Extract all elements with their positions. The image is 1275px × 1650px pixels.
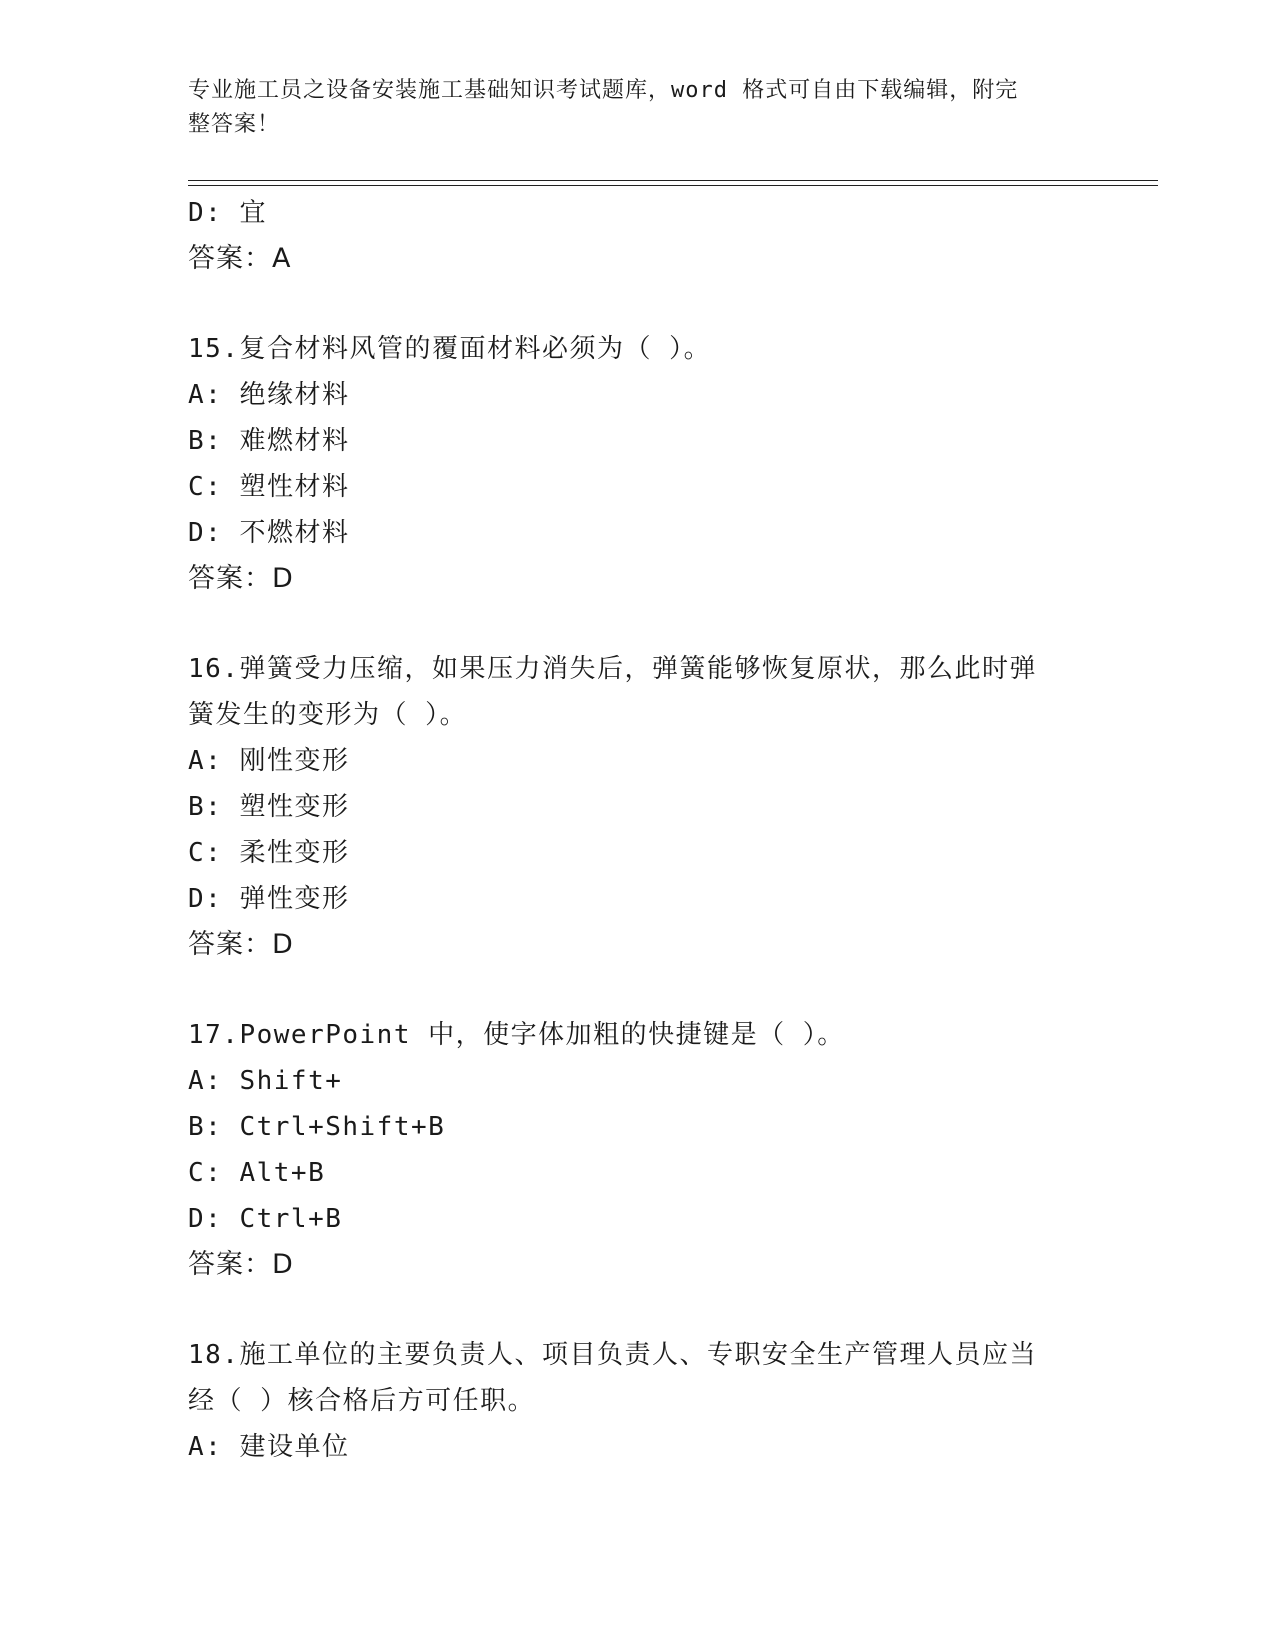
option-d: D: 弹性变形 [188, 884, 350, 914]
question-17 [188, 1012, 1128, 1288]
option-c: C: Alt+B [188, 1158, 326, 1188]
option-b: B: 难燃材料 [188, 426, 350, 456]
answer: 答案：D [188, 563, 294, 594]
question-15 [188, 326, 1128, 602]
header-line-2: 整答案！ [188, 112, 281, 137]
option-a: A: 绝缘材料 [188, 380, 350, 410]
question-18 [188, 1332, 1128, 1470]
question-stem: 18.施工单位的主要负责人、项目负责人、专职安全生产管理人员应当 [188, 1340, 1037, 1370]
header-divider-top [188, 180, 1158, 181]
question-stem-continued: 簧发生的变形为（ ）。 [188, 700, 468, 730]
question-stem: 17.PowerPoint 中，使字体加粗的快捷键是（ ）。 [188, 1020, 845, 1050]
question-content [188, 190, 1128, 1470]
question-16 [188, 646, 1128, 968]
option-a: A: 建设单位 [188, 1432, 350, 1462]
option-d: D: 不燃材料 [188, 518, 350, 548]
q14-option-d: D: 宜 [188, 198, 267, 228]
option-c: C: 柔性变形 [188, 838, 350, 868]
question-stem: 16.弹簧受力压缩，如果压力消失后，弹簧能够恢复原状，那么此时弹 [188, 654, 1037, 684]
document-header [188, 74, 1068, 142]
header-line-1: 专业施工员之设备安装施工基础知识考试题库，word 格式可自由下载编辑，附完 [188, 78, 1019, 103]
q14-answer: 答案：A [188, 243, 292, 274]
option-b: B: Ctrl+Shift+B [188, 1112, 446, 1142]
option-a: A: 刚性变形 [188, 746, 350, 776]
option-d: D: Ctrl+B [188, 1204, 343, 1234]
answer: 答案：D [188, 929, 294, 960]
question-stem-continued: 经（ ）核合格后方可任职。 [188, 1386, 536, 1416]
option-b: B: 塑性变形 [188, 792, 350, 822]
option-a: A: Shift+ [188, 1066, 343, 1096]
question-stem: 15.复合材料风管的覆面材料必须为（ ）。 [188, 334, 712, 364]
answer: 答案：D [188, 1249, 294, 1280]
option-c: C: 塑性材料 [188, 472, 350, 502]
header-divider-bottom [188, 185, 1158, 186]
